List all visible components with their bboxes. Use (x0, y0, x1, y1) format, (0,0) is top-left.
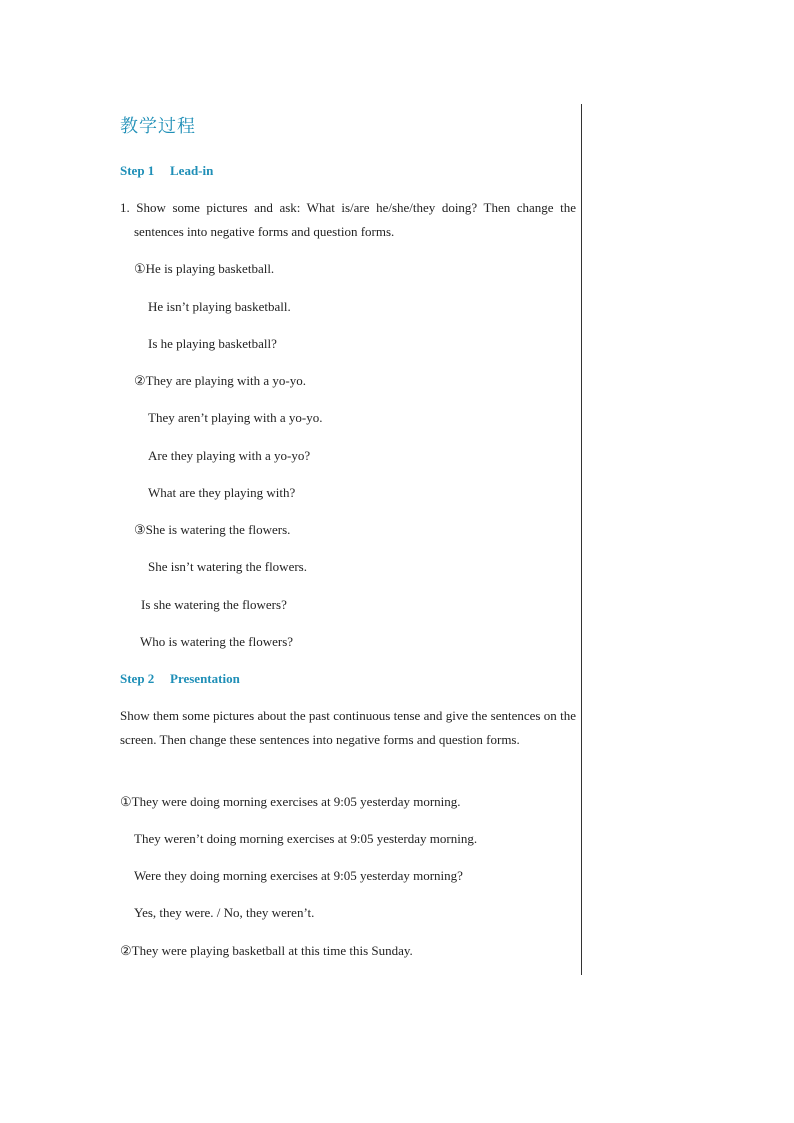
example-sentence: What are they playing with? (148, 485, 296, 500)
section-heading: 教学过程 (120, 116, 196, 137)
example-sentence: Is she watering the flowers? (141, 597, 287, 612)
example-sentence: Are they playing with a yo-yo? (148, 448, 311, 463)
example-sentence: Yes, they were. / No, they weren’t. (134, 905, 315, 920)
example-sentence: Were they doing morning exercises at 9:05 yesterday morning? (134, 868, 463, 883)
step-2-number: Step 2 (120, 671, 155, 686)
step-2-intro: Show them some pictures about the past continuous tense and give the sentences on the screen. Then change these sentences into negative forms and question forms. (120, 708, 576, 747)
step-1-number: Step 1 (120, 163, 155, 178)
step-1-title: Lead-in (170, 163, 214, 178)
example-sentence: ①They were doing morning exercises at 9:05 yesterday morning. (120, 794, 461, 809)
example-sentence: Is he playing basketball? (148, 336, 277, 351)
step-2-title: Presentation (170, 671, 240, 686)
table-right-border (581, 104, 582, 975)
example-sentence: They weren’t doing morning exercises at 9:05 yesterday morning. (134, 831, 478, 846)
example-sentence: They aren’t playing with a yo-yo. (148, 410, 323, 425)
example-sentence: Who is watering the flowers? (140, 634, 294, 649)
example-sentence: ②They are playing with a yo-yo. (134, 373, 306, 388)
step-1-intro: 1. Show some pictures and ask: What is/are he/she/they doing? Then change the sentences into negative forms and question forms. (120, 200, 576, 239)
example-sentence: He isn’t playing basketball. (148, 299, 291, 314)
example-sentence: ③She is watering the flowers. (134, 522, 291, 537)
step-1-heading (120, 163, 213, 179)
example-sentence: ②They were playing basketball at this time this Sunday. (120, 943, 413, 958)
example-sentence: ①He is playing basketball. (134, 261, 275, 276)
step-2-heading (120, 671, 240, 687)
example-sentence: She isn’t watering the flowers. (148, 559, 307, 574)
